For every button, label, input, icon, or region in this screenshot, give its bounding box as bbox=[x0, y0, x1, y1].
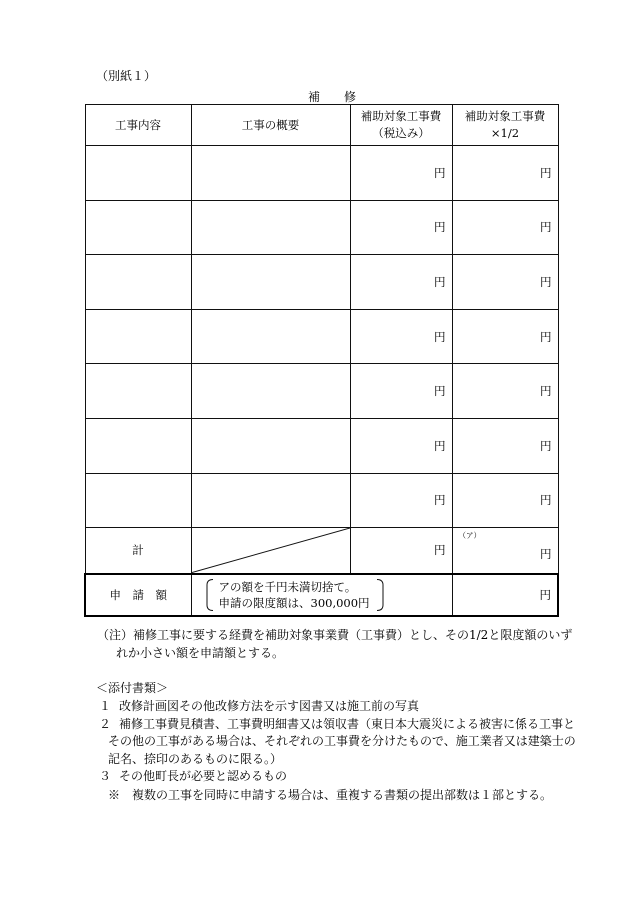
attachment-item: 補修工事費見積書、工事費明細書又は領収書（東日本大震災による被害に係る工事と bbox=[119, 717, 576, 731]
item-number: ２ bbox=[99, 717, 112, 731]
cost-incl-tax-cell bbox=[350, 146, 452, 201]
cost-half-cell bbox=[452, 364, 558, 419]
mark-a: （ア） bbox=[458, 531, 481, 541]
header-line: （税込み） bbox=[372, 126, 430, 140]
cost-incl-tax-cell bbox=[350, 418, 452, 473]
yen-unit: 円 bbox=[540, 274, 552, 289]
attachments-remark: ※ 複数の工事を同時に申請する場合は、重複する書類の提出部数は１部とする。 bbox=[108, 788, 553, 802]
attachments-heading: ＜添付書類＞ bbox=[96, 681, 169, 695]
table-row bbox=[85, 255, 558, 310]
application-row bbox=[85, 574, 558, 616]
yen-unit: 円 bbox=[539, 587, 551, 602]
header-cost-half bbox=[452, 105, 558, 146]
cost-incl-tax-cell bbox=[350, 364, 452, 419]
yen-unit: 円 bbox=[434, 329, 446, 344]
cost-half-cell bbox=[452, 418, 558, 473]
total-label: 計 bbox=[85, 528, 191, 574]
attachment-item-continuation: 記名、捺印のあるものに限る。） bbox=[108, 752, 283, 766]
application-amount-cell bbox=[452, 574, 558, 616]
table-row bbox=[85, 309, 558, 364]
table-row bbox=[85, 473, 558, 528]
yen-unit: 円 bbox=[540, 165, 552, 180]
attachment-label: （別紙１） bbox=[96, 69, 157, 83]
attachment-item-continuation: その他の工事がある場合は、それぞれの工事費を分けたもので、施工業者又は建築士の bbox=[108, 734, 576, 748]
work-overview-cell bbox=[191, 473, 350, 528]
footnote-line: れか小さい額を申請額とする。 bbox=[116, 646, 285, 660]
header-work-content: 工事内容 bbox=[85, 105, 191, 146]
work-overview-cell bbox=[191, 309, 350, 364]
work-overview-cell bbox=[191, 364, 350, 419]
work-content-cell bbox=[85, 255, 191, 310]
application-note bbox=[206, 579, 384, 611]
application-note-line: アの額を千円未満切捨て。 bbox=[218, 579, 357, 594]
yen-unit: 円 bbox=[434, 220, 446, 235]
work-content-cell bbox=[85, 418, 191, 473]
application-note-cell bbox=[191, 574, 452, 616]
total-overview-cell bbox=[191, 528, 350, 574]
cost-half-cell bbox=[452, 146, 558, 201]
work-overview-cell bbox=[191, 418, 350, 473]
cost-half-cell bbox=[452, 473, 558, 528]
item-number: １ bbox=[99, 699, 112, 713]
total-cost-incl-tax-cell bbox=[350, 528, 452, 574]
cost-incl-tax-cell bbox=[350, 309, 452, 364]
footnote-line: （注）補修工事に要する経費を補助対象事業費（工事費）とし、その1/2と限度額のいず bbox=[97, 628, 573, 642]
header-work-overview: 工事の概要 bbox=[191, 105, 350, 146]
subsidy-table bbox=[84, 104, 559, 617]
yen-unit: 円 bbox=[540, 547, 552, 562]
table-header-row bbox=[85, 105, 558, 146]
work-content-cell bbox=[85, 364, 191, 419]
diagonal-line bbox=[192, 528, 350, 573]
work-content-cell bbox=[85, 309, 191, 364]
yen-unit: 円 bbox=[540, 493, 552, 508]
cost-incl-tax-cell bbox=[350, 255, 452, 310]
yen-unit: 円 bbox=[540, 438, 552, 453]
table-row bbox=[85, 418, 558, 473]
cost-incl-tax-cell bbox=[350, 200, 452, 255]
table-row bbox=[85, 200, 558, 255]
yen-unit: 円 bbox=[540, 384, 552, 399]
yen-unit: 円 bbox=[434, 493, 446, 508]
header-cost-incl-tax bbox=[350, 105, 452, 146]
yen-unit: 円 bbox=[434, 543, 446, 558]
left-bracket bbox=[206, 579, 214, 611]
cost-half-cell bbox=[452, 255, 558, 310]
attachment-item: その他町長が必要と認めるもの bbox=[119, 769, 288, 783]
cost-incl-tax-cell bbox=[350, 473, 452, 528]
attachment-item: 改修計画図その他改修方法を示す図書又は施工前の写真 bbox=[119, 699, 420, 713]
table-row bbox=[85, 364, 558, 419]
item-number: ３ bbox=[99, 769, 112, 783]
work-content-cell bbox=[85, 146, 191, 201]
application-label: 申 請 額 bbox=[85, 574, 191, 616]
right-bracket bbox=[376, 579, 384, 611]
yen-unit: 円 bbox=[540, 329, 552, 344]
header-line: 補助対象工事費 bbox=[360, 109, 442, 123]
total-row bbox=[85, 528, 558, 574]
cost-half-cell bbox=[452, 200, 558, 255]
application-note-line: 申請の限度額は、300,000円 bbox=[218, 595, 370, 610]
work-content-cell bbox=[85, 473, 191, 528]
work-overview-cell bbox=[191, 146, 350, 201]
document-title: 補 修 bbox=[308, 90, 357, 104]
table-row bbox=[85, 146, 558, 201]
work-overview-cell bbox=[191, 255, 350, 310]
yen-unit: 円 bbox=[434, 384, 446, 399]
header-line: ×1/2 bbox=[490, 126, 520, 140]
total-cost-half-cell bbox=[452, 528, 558, 574]
header-line: 補助対象工事費 bbox=[464, 109, 546, 123]
yen-unit: 円 bbox=[434, 438, 446, 453]
yen-unit: 円 bbox=[540, 220, 552, 235]
work-overview-cell bbox=[191, 200, 350, 255]
work-content-cell bbox=[85, 200, 191, 255]
cost-half-cell bbox=[452, 309, 558, 364]
yen-unit: 円 bbox=[434, 274, 446, 289]
yen-unit: 円 bbox=[434, 165, 446, 180]
